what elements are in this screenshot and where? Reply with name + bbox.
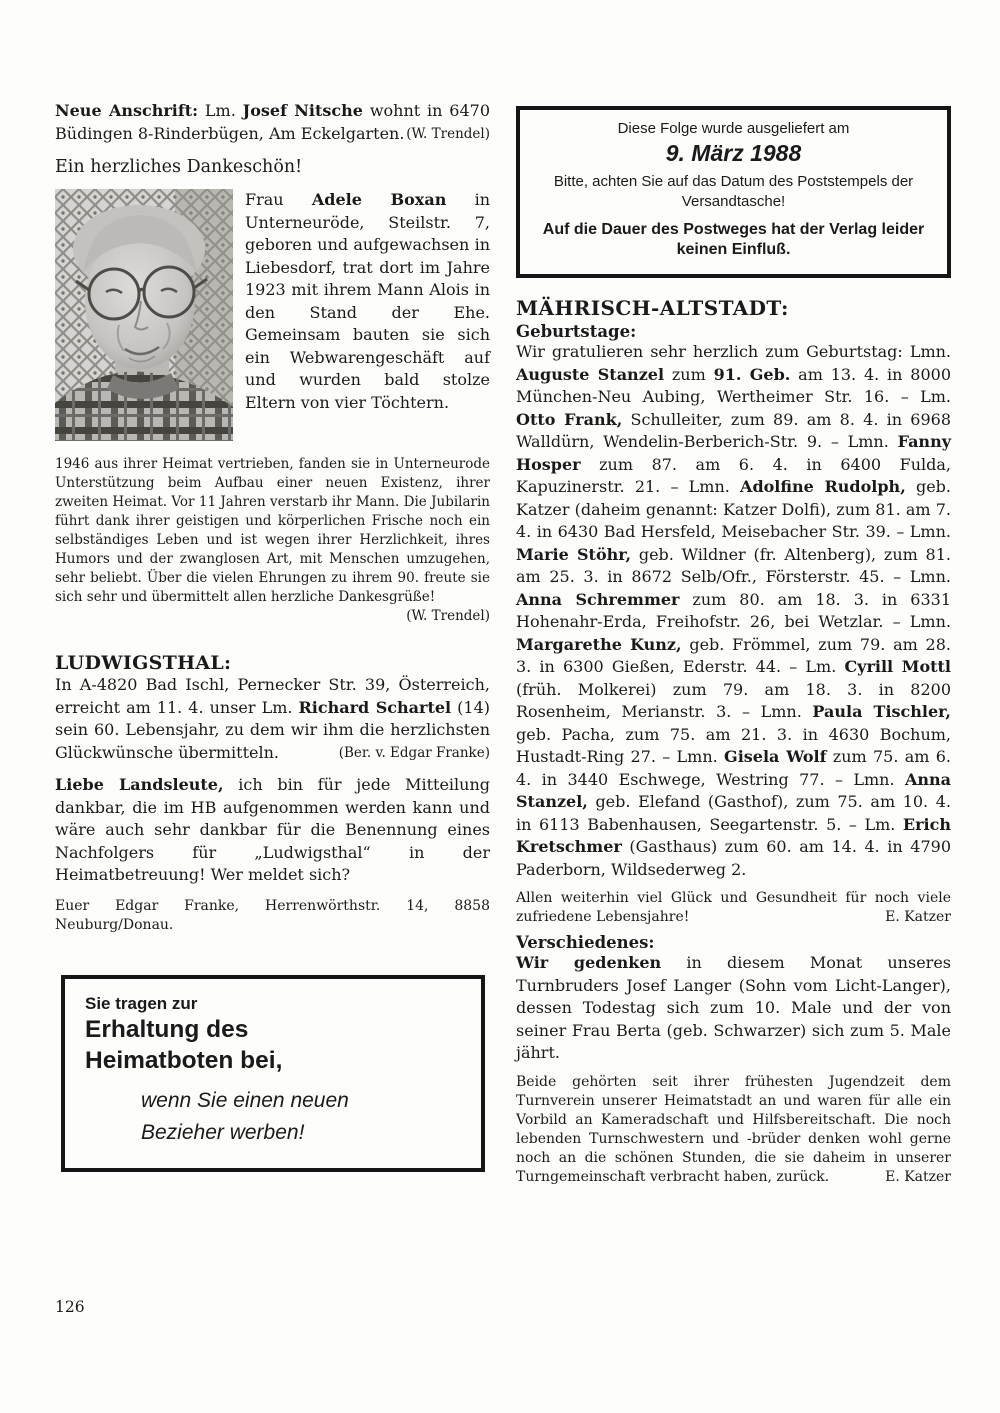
memorial-details-paragraph <box>516 1073 951 1187</box>
delivery-warning: Auf die Dauer des Postweges hat der Verlag leider keinen Einfluß. <box>542 220 925 259</box>
promo-kicker: Sie tragen zur <box>85 993 198 1013</box>
birthdays-paragraph: Wir gratulieren sehr herzlich zum Geburtstag: Lmn. Auguste Stanzel zum 91. Geb. am 13. 4. in 8000 München-Neu Aubing, Wertheimer Str. 16. – Lm. Otto Frank, Schulleiter, zum 89. am 8. 4. in 6968 Walldürn, Wendelin-Berberich-Str. 9. – Lmn. Fanny Hosper zum 87. am 6. 4. in 6400 Fulda, Kapuzinerstr. 21. – Lmn. Adolfine Rudolph, geb. Katzer (daheim genannt: Katzer Dolfi), zum 81. am 7. 4. in 6430 Bad Hersfeld, Meisebacher Str. 39. – Lmn. Marie Stöhr, geb. Wildner (fr. Altenberg), zum 81. am 25. 3. in 8672 Selb/Ofr., Försterstr. 45. – Lmn. Anna Schremmer zum 80. am 18. 3. in 6331 Hohenahr-Erda, Freihofstr. 26, bei Wetzlar. – Lmn. Margarethe Kunz, geb. Frömmel, zum 79. am 28. 3. in 6300 Gießen, Ederstr. 44. – Lm. Cyrill Mottl (früh. Molkerei) zum 79. am 18. 3. in 8200 Rosenheim, Merianstr. 3. – Lmn. Paula Tischler, geb. Pacha, zum 75. am 21. 3. in 4630 Bochum, Hustadt-Ring 27. – Lmn. Gisela Wolf zum 75. am 6. 4. in 3440 Eschwege, Westring 77. – Lmn. Anna Stanzel, geb. Elefand (Gasthof), zum 75. am 10. 4. in 6113 Babenhausen, Seegartenstr. 5. – Lm. Erich Kretschmer (Gasthaus) zum 60. am 14. 4. in 4790 Paderborn, Wildsederweg 2. <box>516 342 952 879</box>
byline-w-trendel-2: (W. Trendel) <box>406 608 490 624</box>
ludwigsthal-text: In A-4820 Bad Ischl, Pernecker Str. 39, Österreich, erreicht am 11. 4. unser Lm. Richard Schartel (14) sein 60. Lebensjahr, zu dem wir ihm die herzlichsten Glückwünsche übermitteln. <box>55 675 490 762</box>
memorial-paragraph: Wir gedenken in diesem Monat unseres Turnbruders Josef Langer (Sohn vom Licht-Langer), dessen Todestag sich zum 10. Male und der von seiner Frau Berta (geb. Schwarzer) sich zum 5. Male jährt. <box>516 953 951 1063</box>
ludwigsthal-paragraph <box>55 674 490 764</box>
promo-italic-lines <box>85 1085 463 1148</box>
delivery-date: 9. März 1988 <box>665 140 802 166</box>
thanks-heading: Ein herzliches Dankeschön! <box>55 157 303 177</box>
byline-e-katzer: E. Katzer <box>885 909 951 926</box>
portrait-photo <box>55 189 233 441</box>
subheading-verschiedenes: Verschiedenes: <box>516 933 655 953</box>
byline-edgar-franke: (Ber. v. Edgar Franke) <box>338 744 490 761</box>
boxan-article <box>55 189 490 441</box>
boxan-details-paragraph: 1946 aus ihrer Heimat vertrieben, fanden sie in Unterneurode Unterstützung beim Aufbau einer neuen Existenz, ihrer zweiten Heimat. Vor 11 Jahren verstarb ihr Mann. Die Jubilarin führt dank ihrer geistigen und körperlichen Frische noch ein selbständiges Leben und ist wegen ihrer Herzlichkeit, ihres Humors und der zwanglosen Art, mit Menschen umzugehen, sehr beliebt. Über die vielen Ehrungen zu ihrem 90. freute sie sich sehr und übermittelt allen herzliche Dankesgrüße! <box>55 456 490 605</box>
boxan-paragraph: Frau Adele Boxan in Unterneuröde, Steilstr. 7, geboren und aufgewachsen in Liebesdorf, trat dort im Jahre 1923 mit ihrem Mann Alois in den Stand der Ehe. Gemeinsam bauten sie sich ein Webwarengeschäft auf und wurden bald stolze Eltern von vier Töchtern. <box>245 190 491 412</box>
section-heading-ludwigsthal: LUDWIGSTHAL: <box>55 652 232 674</box>
boxan-details-block <box>55 455 490 626</box>
signature-line: Euer Edgar Franke, Herrenwörthstr. 14, 8858 Neuburg/Donau. <box>55 897 490 933</box>
delivery-intro: Diese Folge wurde ausgeliefert am <box>617 120 850 137</box>
promo-italic-line-2: Bezieher werben! <box>141 1120 305 1144</box>
delivery-note: Bitte, achten Sie auf das Datum des Poststempels der Versandtasche! <box>553 173 914 211</box>
page-number: 126 <box>55 1298 85 1316</box>
subheading-geburtstage: Geburtstage: <box>516 322 637 342</box>
new-address-paragraph <box>55 100 490 145</box>
appeal-paragraph: Liebe Landsleute, ich bin für jede Mitteilung dankbar, die im HB aufgenommen werden kann und wäre auch sehr dankbar für die Benennung eines Nachfolgers für „Ludwigsthal“ in der Heimatbetreuung! Wer meldet sich? <box>55 775 491 884</box>
promo-italic-line-1: wenn Sie einen neuen <box>141 1089 349 1113</box>
delivery-box <box>516 106 951 278</box>
wishes-paragraph <box>516 889 951 927</box>
wishes-text: Allen weiterhin viel Glück und Gesundheit für noch viele zufriedene Lebensjahre! <box>516 890 951 926</box>
byline-w-trendel: (W. Trendel) <box>406 125 490 142</box>
left-column <box>55 100 490 1187</box>
byline-e-katzer-2: E. Katzer <box>885 1168 951 1185</box>
right-column <box>516 100 951 1187</box>
promo-title-line-1: Erhaltung des <box>85 1015 249 1043</box>
promo-title-line-2: Heimatboten bei, <box>85 1046 283 1074</box>
new-address-text: Neue Anschrift: Lm. Josef Nitsche wohnt in 6470 Büdingen 8-Rinderbügen, Am Eckelgarten. <box>55 101 491 143</box>
promo-box <box>61 975 485 1173</box>
section-heading-maehrisch-altstadt: MÄHRISCH-ALTSTADT: <box>516 296 789 321</box>
memorial-details-text: Beide gehörten seit ihrer frühesten Jugendzeit dem Turnverein unserer Heimatstadt an und waren für alle ein Vorbild an Kameradschaft und Hilfsbereitschaft. Die noch lebenden Turnschwestern und -brüder denken wohl gerne noch an die schönen Stunden, die sie daheim in unserer Turngemeinschaft verbracht haben, zurück. <box>516 1073 951 1185</box>
